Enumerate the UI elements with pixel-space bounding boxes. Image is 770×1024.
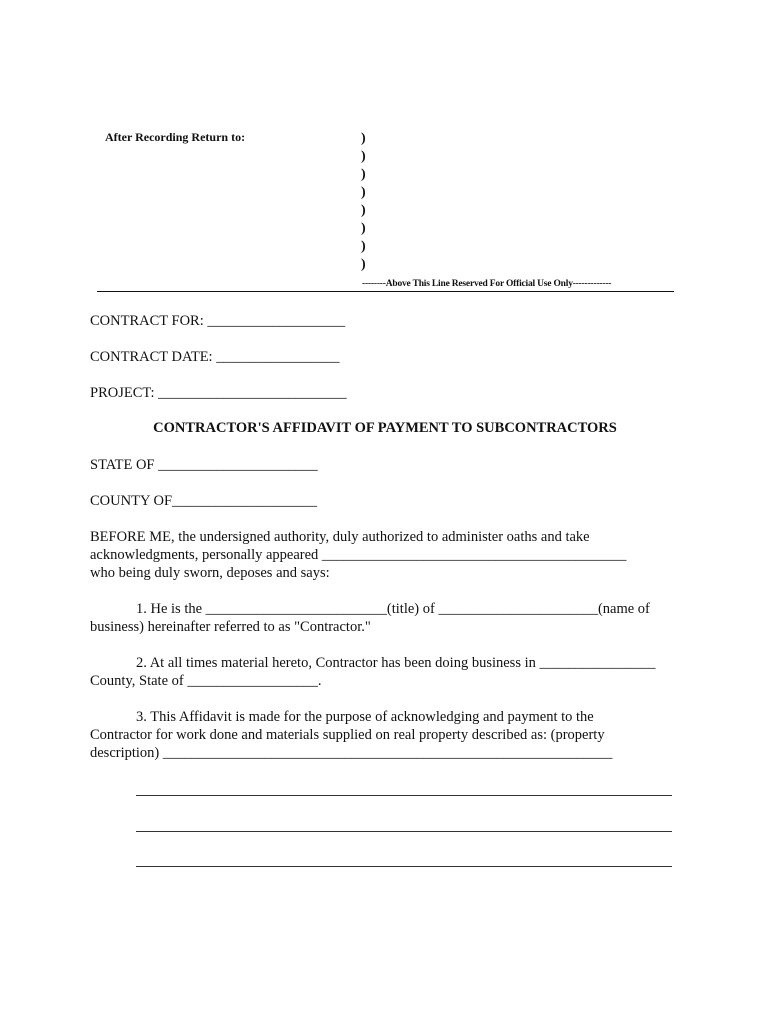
paren-column bbox=[361, 130, 366, 274]
item-line: business) hereinafter referred to as "Contractor." bbox=[90, 619, 371, 635]
item-line[interactable]: 2. At all times material hereto, Contractor has been doing business in ________________ bbox=[136, 655, 656, 671]
county-field[interactable]: COUNTY OF____________________ bbox=[90, 493, 318, 509]
item-line: 3. This Affidavit is made for the purpose of acknowledging and payment to the bbox=[136, 709, 594, 725]
paren: ) bbox=[361, 203, 366, 218]
description-blank-line[interactable] bbox=[136, 831, 672, 832]
paren: ) bbox=[361, 257, 366, 272]
paren: ) bbox=[361, 239, 366, 254]
project-field[interactable]: PROJECT: __________________________ bbox=[90, 385, 347, 401]
description-blank-line[interactable] bbox=[136, 795, 672, 796]
item-2-paragraph bbox=[90, 654, 656, 690]
intro-paragraph bbox=[90, 528, 626, 582]
reserved-note: --------Above This Line Reserved For Official Use Only------------- bbox=[362, 279, 612, 289]
item-line[interactable]: 1. He is the _________________________(title) of ______________________(name of bbox=[136, 601, 650, 617]
contract-for-field[interactable]: CONTRACT FOR: ___________________ bbox=[90, 313, 346, 329]
paren: ) bbox=[361, 149, 366, 164]
intro-line[interactable]: acknowledgments, personally appeared __________________________________________ bbox=[90, 547, 627, 563]
intro-line: who being duly sworn, deposes and says: bbox=[90, 565, 330, 581]
paren: ) bbox=[361, 167, 366, 182]
return-to-label: After Recording Return to: bbox=[105, 130, 246, 144]
state-field[interactable]: STATE OF ______________________ bbox=[90, 457, 318, 473]
paren: ) bbox=[361, 131, 366, 146]
paren: ) bbox=[361, 221, 366, 236]
item-3-paragraph bbox=[90, 708, 612, 762]
intro-line: BEFORE ME, the undersigned authority, duly authorized to administer oaths and take bbox=[90, 529, 590, 545]
paren: ) bbox=[361, 185, 366, 200]
document-title: CONTRACTOR'S AFFIDAVIT OF PAYMENT TO SUBCONTRACTORS bbox=[153, 420, 617, 436]
contract-date-field[interactable]: CONTRACT DATE: _________________ bbox=[90, 349, 340, 365]
item-line[interactable]: description) ______________________________________________________________ bbox=[90, 745, 613, 761]
item-1-paragraph bbox=[90, 600, 650, 636]
description-blank-line[interactable] bbox=[136, 866, 672, 867]
item-line: Contractor for work done and materials supplied on real property described as: (property bbox=[90, 727, 605, 743]
item-line[interactable]: County, State of __________________. bbox=[90, 673, 322, 689]
header-divider bbox=[97, 291, 674, 292]
